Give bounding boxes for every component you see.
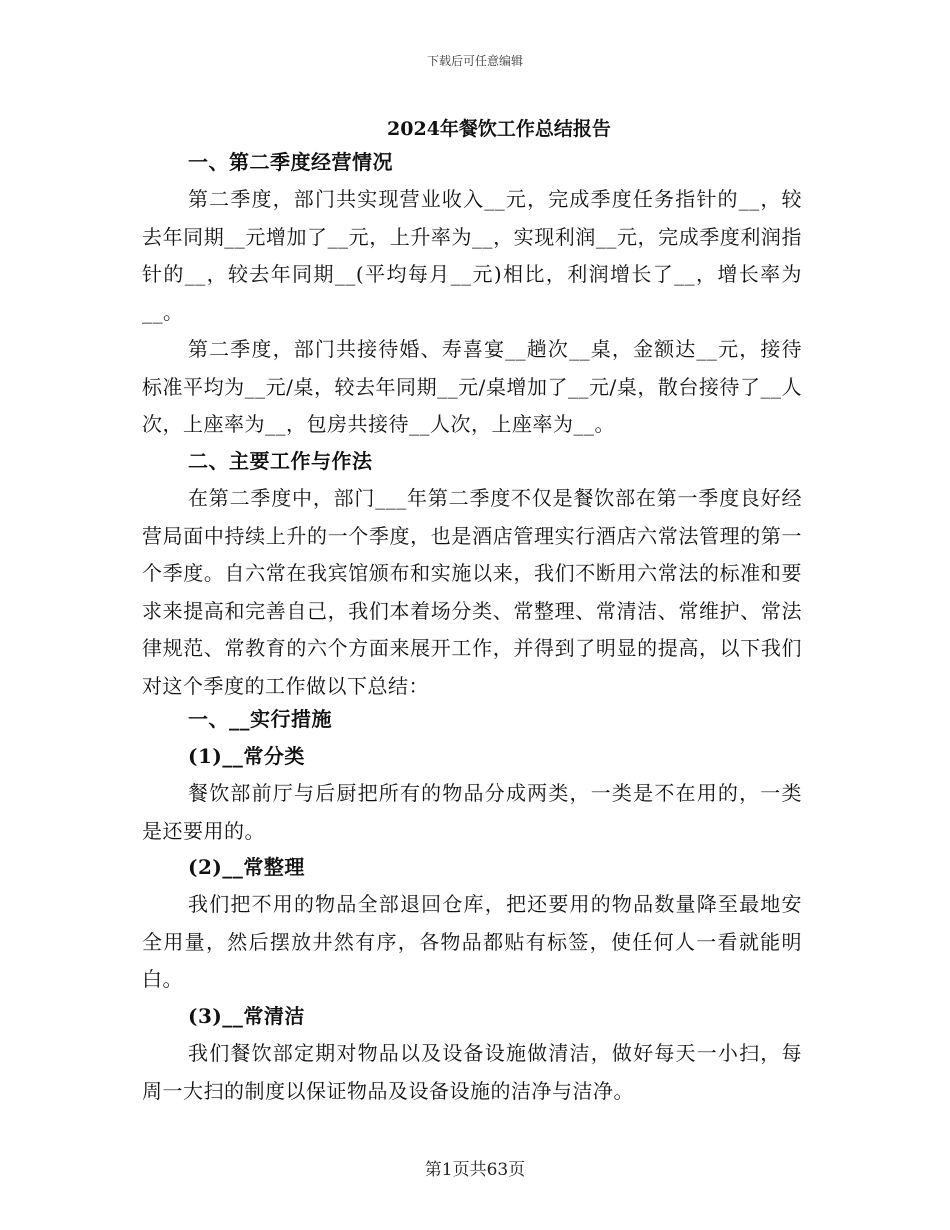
- section-heading-main-work: 二、主要工作与作法: [188, 449, 373, 473]
- subheading-organize: (2)__常整理: [188, 855, 305, 879]
- document-title: 2024年餐饮工作总结报告: [387, 118, 611, 140]
- paragraph-reception: 第二季度，部门共接待婚、寿喜宴__趟次__桌，金额达__元，接待标准平均为__元/桌，较去年同期__元/桌增加了__元/桌，散台接待了__人次，上座率为__，包房共接待__人次，上座率为__。: [142, 337, 802, 436]
- paragraph-classification: 餐饮部前厅与后厨把所有的物品分成两类，一类是不在用的，一类是还要用的。: [142, 781, 802, 843]
- section-heading-business-status: 一、第二季度经营情况: [188, 150, 393, 174]
- paragraph-six-methods: 在第二季度中，部门___年第二季度不仅是餐饮部在第一季度良好经营局面中持续上升的一个季度，也是酒店管理实行酒店六常法管理的第一个季度。自六常在我宾馆颁布和实施以来，我们不断用六常法的标准和要求来提高和完善自己，我们本着场分类、常整理、常清洁、常维护、常法律规范、常教育的六个方面来展开工作，并得到了明显的提高，以下我们对这个季度的工作做以下总结：: [142, 486, 802, 698]
- page-number-footer: 第1页共63页: [424, 1160, 526, 1180]
- subheading-classification: (1)__常分类: [188, 744, 305, 768]
- paragraph-organize: 我们把不用的物品全部退回仓库，把还要用的物品数量降至最地安全用量，然后摆放井然有序，各物品都贴有标签，使任何人一看就能明白。: [142, 892, 802, 991]
- header-note: 下载后可任意编辑: [426, 54, 523, 68]
- paragraph-cleaning: 我们餐饮部定期对物品以及设备设施做清洁，做好每天一小扫，每周一大扫的制度以保证物品及设备设施的洁净与洁净。: [142, 1041, 802, 1103]
- subheading-cleaning: (3)__常清洁: [188, 1004, 305, 1028]
- paragraph-revenue-profit: 第二季度，部门共实现营业收入__元，完成季度任务指针的__，较去年同期__元增加了__元，上升率为__，实现利润__元，完成季度利润指针的__，较去年同期__(平均每月__元)相比，利润增长了__，增长率为__。: [142, 187, 802, 324]
- subheading-measures: 一、__实行措施: [188, 707, 332, 731]
